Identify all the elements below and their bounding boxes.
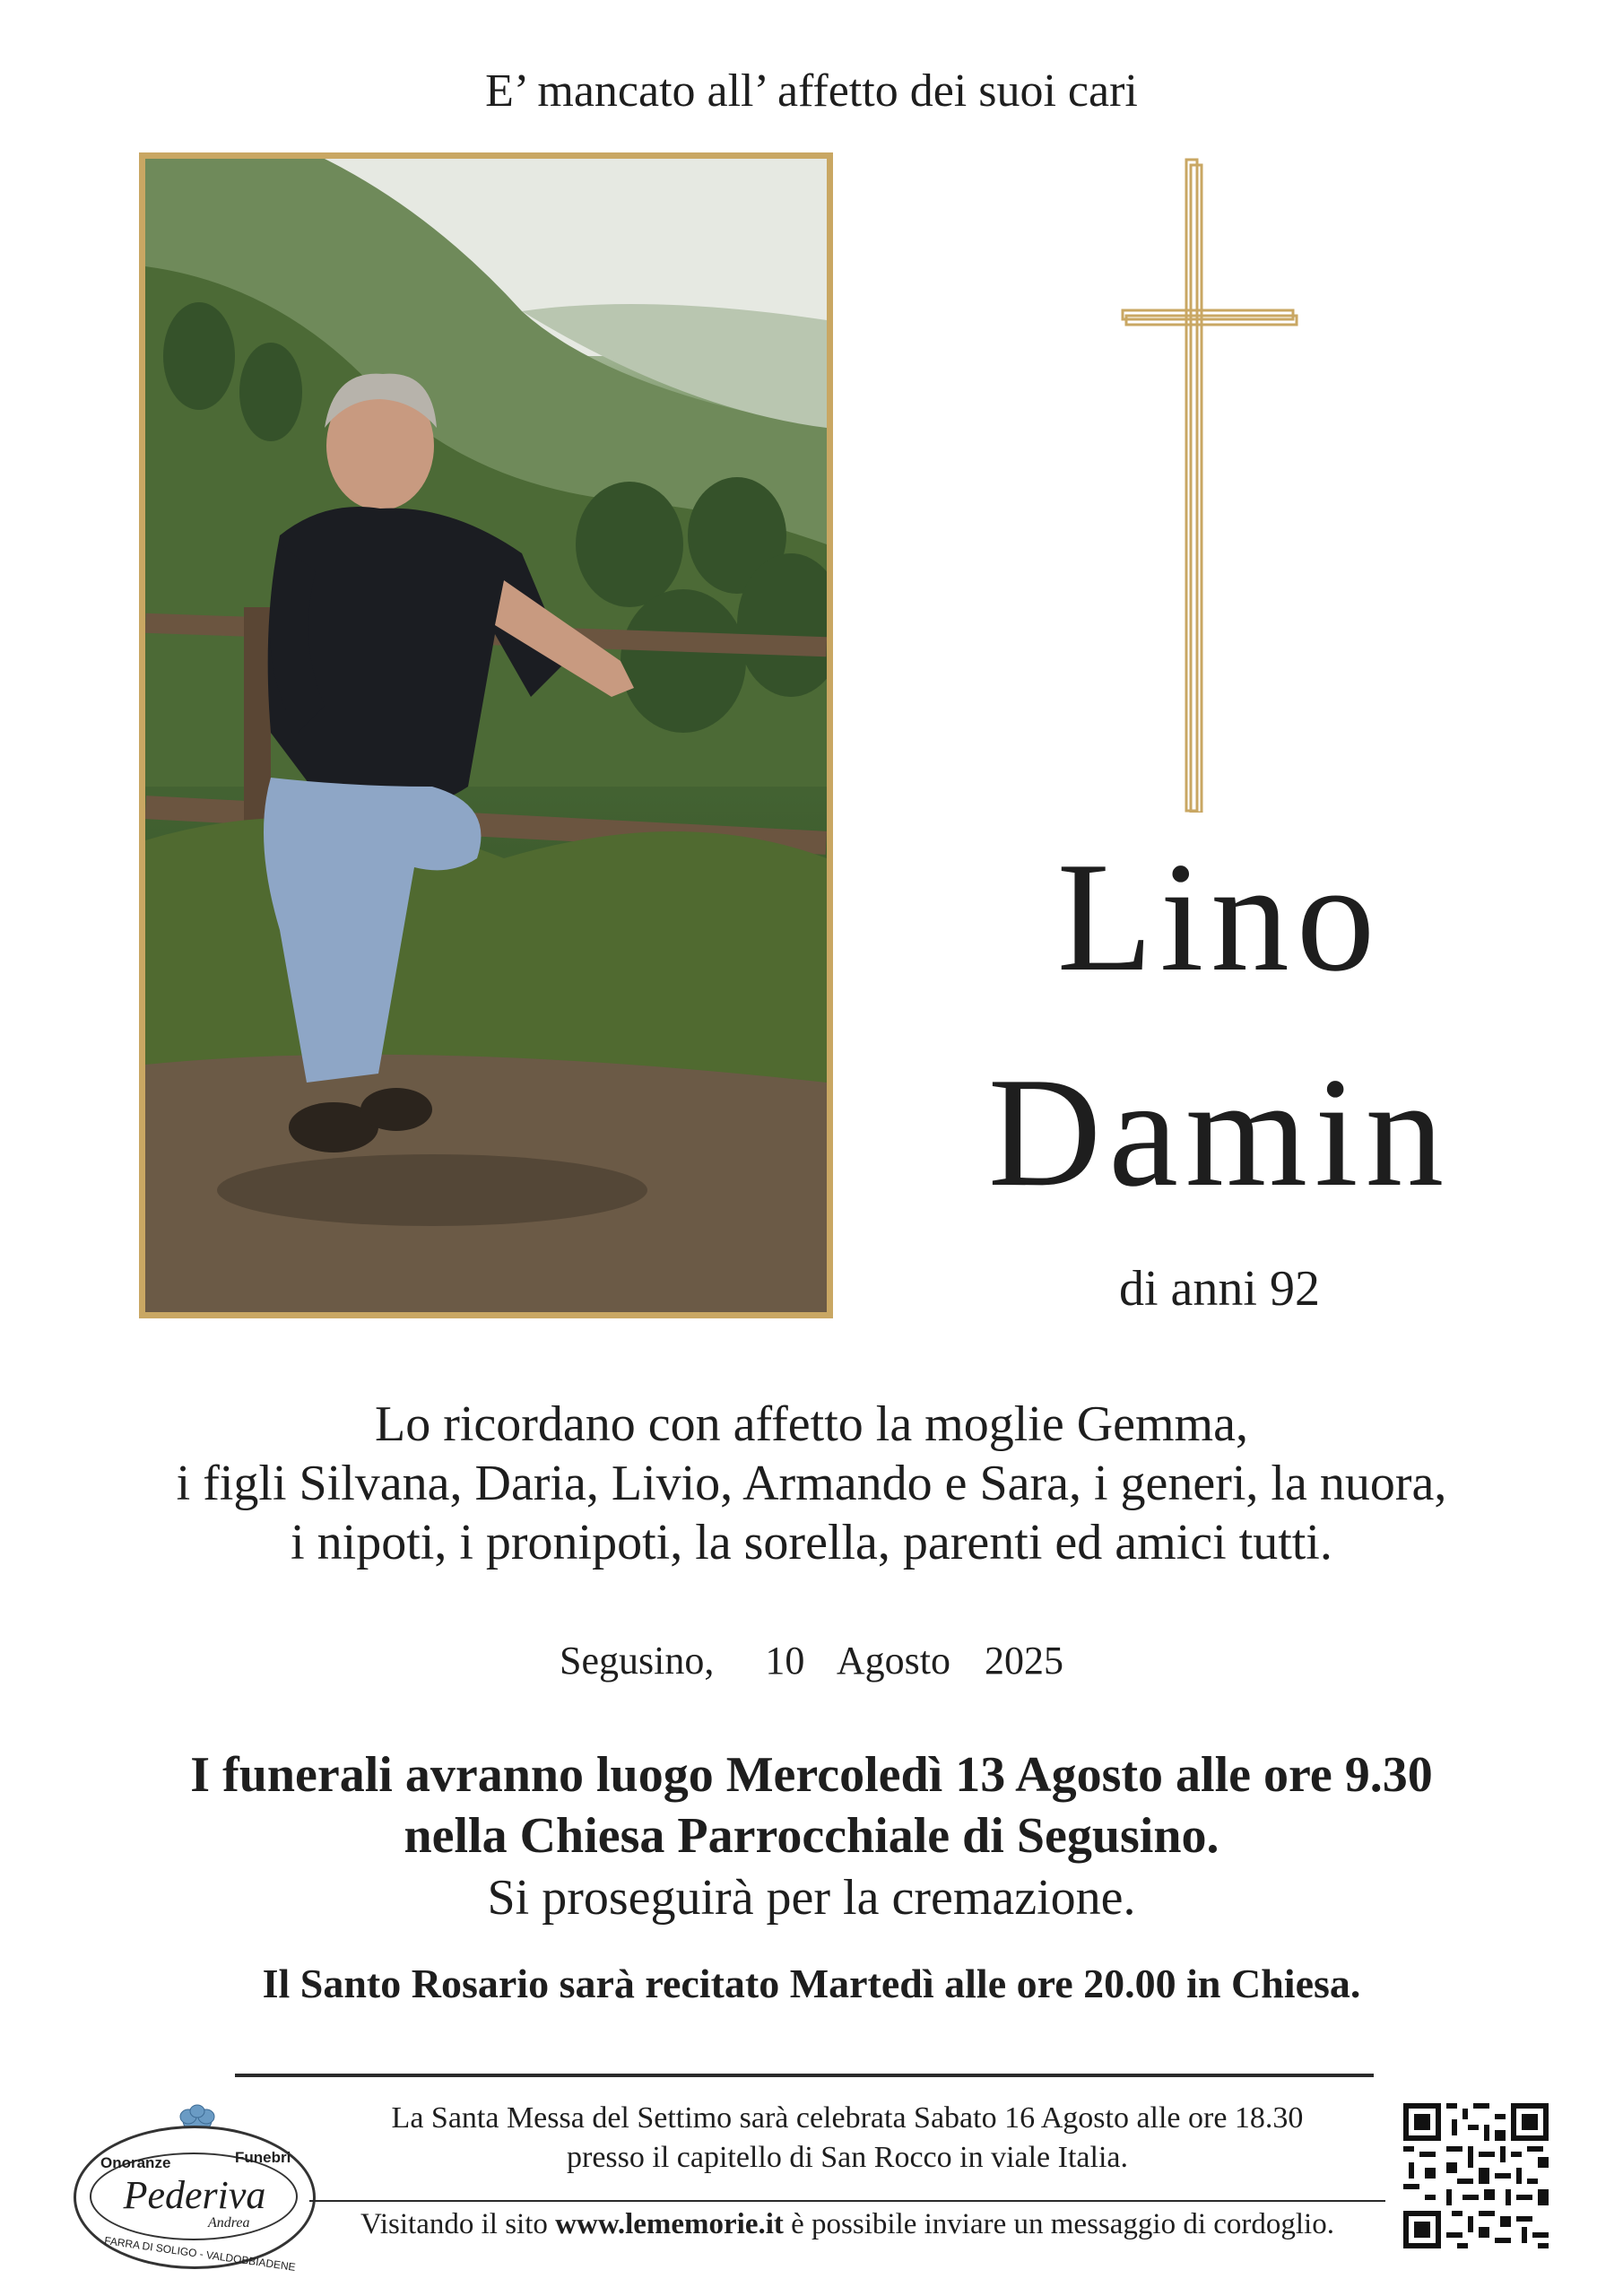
logo-text-onoranze: Onoranze xyxy=(100,2154,171,2171)
website-link[interactable]: www.lememorie.it xyxy=(555,2208,784,2240)
logo-name: Pederiva xyxy=(123,2173,266,2217)
visit-text-after: è possibile inviare un messaggio di cordoglio. xyxy=(783,2208,1334,2240)
mass-info xyxy=(309,2099,1385,2177)
funeral-line-3: Si proseguirà per la cremazione. xyxy=(487,1869,1136,1926)
mourners-line: i nipoti, i pronipoti, la sorella, parenti ed amici tutti. xyxy=(291,1515,1332,1571)
footer-divider xyxy=(309,2200,1385,2202)
place-date xyxy=(0,1638,1623,1683)
visit-text-before: Visitando il sito xyxy=(360,2208,556,2240)
mass-line-2: presso il capitello di San Rocco in viale Italia. xyxy=(567,2140,1128,2174)
deceased-last-name: Damin xyxy=(987,1045,1452,1219)
condolence-info xyxy=(309,2208,1385,2241)
mourners-line: Lo ricordano con affetto la moglie Gemma, xyxy=(375,1396,1248,1452)
funeral-info xyxy=(0,1744,1623,1928)
logo-text-funebri: Funebri xyxy=(235,2149,291,2166)
qr-code-icon[interactable] xyxy=(1403,2103,1549,2248)
photo-scene xyxy=(145,159,827,1312)
funeral-line-1: I funerali avranno luogo Mercoledì 13 Agosto alle ore 9.30 xyxy=(190,1747,1433,1803)
funeral-home-logo xyxy=(74,2090,325,2278)
mass-line-1: La Santa Messa del Settimo sarà celebrata Sabato 16 Agosto alle ore 18.30 xyxy=(391,2101,1304,2135)
logo-location: FARRA DI SOLIGO - VALDOBBIADENE xyxy=(103,2234,297,2274)
logo-subname: Andrea xyxy=(208,2215,250,2231)
divider xyxy=(235,2074,1374,2077)
deceased-age: di anni 92 xyxy=(1119,1261,1320,1317)
place-date-text: Segusino, 10 Agosto 2025 xyxy=(559,1639,1064,1683)
funeral-line-2: nella Chiesa Parrocchiale di Segusino. xyxy=(404,1808,1219,1865)
portrait-photo xyxy=(139,152,833,1318)
deceased-first-name: Lino xyxy=(1056,830,1383,1004)
mourners-line: i figli Silvana, Daria, Livio, Armando e Sara, i generi, la nuora, xyxy=(176,1456,1447,1512)
cross-icon xyxy=(1121,158,1300,813)
rosary-info: Il Santo Rosario sarà recitato Martedì alle ore 20.00 in Chiesa. xyxy=(262,1961,1361,2006)
mourners-text xyxy=(0,1395,1623,1572)
intro-text: E’ mancato all’ affetto dei suoi cari xyxy=(485,65,1138,117)
